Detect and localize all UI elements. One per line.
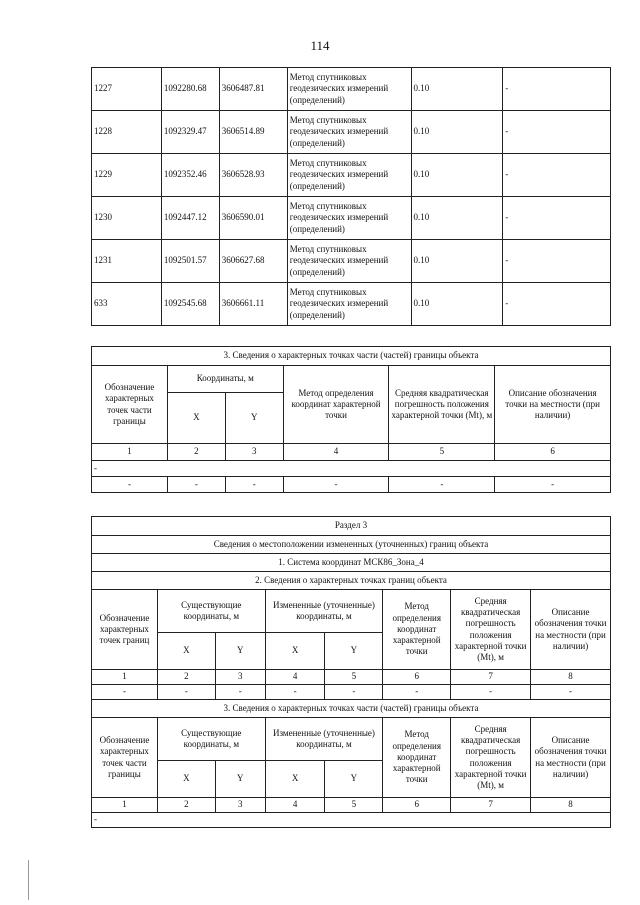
num-cell: 2 (157, 670, 215, 685)
dash-cell: - (215, 685, 265, 700)
method-cell: Метод спутниковых геодезических измерений (определений) (287, 197, 411, 240)
table-row (92, 240, 611, 283)
points-table (91, 67, 611, 326)
point-id: 1230 (92, 197, 162, 240)
table-row (92, 68, 611, 111)
description-cell: - (503, 68, 611, 111)
coord-y: 3606627.68 (219, 240, 287, 283)
header-y: Y (325, 761, 383, 798)
section3-subtitle: Сведения о местоположении измененных (уточненных) границ объекта (92, 536, 611, 554)
header-existing: Существующие координаты, м (157, 718, 265, 761)
description-cell: - (503, 283, 611, 326)
header-x: X (167, 393, 225, 444)
method-cell: Метод спутниковых геодезических измерений (определений) (287, 68, 411, 111)
dash-row-full: - (92, 813, 611, 828)
header-y: Y (225, 393, 283, 444)
table-row (92, 111, 611, 154)
header-designation: Обозначение характерных точек границ (92, 590, 158, 670)
num-cell: 5 (325, 798, 383, 813)
num-cell: 7 (451, 798, 531, 813)
num-cell: 3 (215, 670, 265, 685)
dash-row-full: - (92, 461, 611, 477)
table-row (92, 154, 611, 197)
boundary-points-title: 2. Сведения о характерных точках границ объекта (92, 572, 611, 590)
header-description: Описание обозначения точки на местности (при наличии) (531, 718, 611, 798)
coord-y: 3606528.93 (219, 154, 287, 197)
header-coords: Координаты, м (167, 366, 283, 393)
description-cell: - (503, 154, 611, 197)
coord-y: 3606661.11 (219, 283, 287, 326)
dash-cell: - (265, 685, 325, 700)
dash-cell: - (389, 477, 495, 493)
header-description: Описание обозначения точки на местности (при наличии) (531, 590, 611, 670)
header-description: Описание обозначения точки на местности (при наличии) (495, 366, 611, 444)
point-id: 1231 (92, 240, 162, 283)
header-accuracy: Средняя квадратическая погрешность положения характерной точки (Mt), м (451, 590, 531, 670)
num-cell: 5 (389, 444, 495, 461)
num-cell: 4 (265, 798, 325, 813)
coord-y: 3606514.89 (219, 111, 287, 154)
header-designation: Обозначение характерных точек части границы (92, 718, 158, 798)
method-cell: Метод спутниковых геодезических измерений (определений) (287, 283, 411, 326)
dash-cell: - (167, 477, 225, 493)
header-designation: Обозначение характерных точек части границы (92, 366, 168, 444)
header-x: X (157, 633, 215, 670)
header-x: X (157, 761, 215, 798)
page-number: 114 (310, 38, 330, 53)
parts-table-title: 3. Сведения о характерных точках части (частей) границы объекта (92, 347, 611, 366)
num-cell: 4 (265, 670, 325, 685)
num-cell: 1 (92, 444, 168, 461)
header-y: Y (215, 761, 265, 798)
dash-cell: - (283, 477, 389, 493)
table-row (92, 685, 611, 700)
num-cell: 1 (92, 798, 158, 813)
dash-cell: - (225, 477, 283, 493)
parts-table-1 (91, 346, 611, 493)
section3-table (91, 516, 611, 828)
dash-cell: - (531, 685, 611, 700)
dash-cell: - (451, 685, 531, 700)
table-row (92, 197, 611, 240)
point-id: 1227 (92, 68, 162, 111)
coordinate-system: 1. Система координат МСК86_Зона_4 (92, 554, 611, 572)
num-cell: 8 (531, 670, 611, 685)
dash-cell: - (495, 477, 611, 493)
dash-cell: - (92, 477, 168, 493)
header-y: Y (325, 633, 383, 670)
method-cell: Метод спутниковых геодезических измерений (определений) (287, 240, 411, 283)
header-existing: Существующие координаты, м (157, 590, 265, 633)
coord-x: 1092352.46 (161, 154, 219, 197)
dash-cell: - (325, 685, 383, 700)
dash-cell: - (157, 685, 215, 700)
description-cell: - (503, 197, 611, 240)
accuracy-cell: 0.10 (411, 197, 503, 240)
parts-title: 3. Сведения о характерных точках части (частей) границы объекта (92, 700, 611, 718)
coord-y: 3606487.81 (219, 68, 287, 111)
scan-artifact (28, 860, 29, 900)
num-cell: 7 (451, 670, 531, 685)
header-changed: Измененные (уточненные) координаты, м (265, 718, 383, 761)
dash-cell: - (383, 685, 451, 700)
num-cell: 2 (167, 444, 225, 461)
method-cell: Метод спутниковых геодезических измерений (определений) (287, 154, 411, 197)
num-cell: 6 (495, 444, 611, 461)
num-cell: 2 (157, 798, 215, 813)
num-cell: 6 (383, 798, 451, 813)
razdel-title: Раздел 3 (92, 517, 611, 536)
point-id: 1228 (92, 111, 162, 154)
header-method: Метод определения координат характерной точки (383, 718, 451, 798)
method-cell: Метод спутниковых геодезических измерений (определений) (287, 111, 411, 154)
num-cell: 6 (383, 670, 451, 685)
num-cell: 1 (92, 670, 158, 685)
point-id: 1229 (92, 154, 162, 197)
header-method: Метод определения координат характерной точки (283, 366, 389, 444)
accuracy-cell: 0.10 (411, 68, 503, 111)
header-y: Y (215, 633, 265, 670)
coord-x: 1092447.12 (161, 197, 219, 240)
num-cell: 3 (215, 798, 265, 813)
coord-x: 1092501.57 (161, 240, 219, 283)
num-cell: 3 (225, 444, 283, 461)
header-accuracy: Средняя квадратическая погрешность положения характерной точки (Mt), м (389, 366, 495, 444)
accuracy-cell: 0.10 (411, 111, 503, 154)
coord-y: 3606590.01 (219, 197, 287, 240)
dash-cell: - (92, 685, 158, 700)
num-cell: 5 (325, 670, 383, 685)
accuracy-cell: 0.10 (411, 240, 503, 283)
header-accuracy: Средняя квадратическая погрешность положения характерной точки (Mt), м (451, 718, 531, 798)
coord-x: 1092280.68 (161, 68, 219, 111)
table-row (92, 670, 611, 685)
header-changed: Измененные (уточненные) координаты, м (265, 590, 383, 633)
header-x: X (265, 761, 325, 798)
coord-x: 1092545.68 (161, 283, 219, 326)
num-cell: 4 (283, 444, 389, 461)
num-cell: 8 (531, 798, 611, 813)
header-method: Метод определения координат характерной точки (383, 590, 451, 670)
accuracy-cell: 0.10 (411, 154, 503, 197)
table-row (92, 798, 611, 813)
description-cell: - (503, 240, 611, 283)
table-row (92, 283, 611, 326)
accuracy-cell: 0.10 (411, 283, 503, 326)
description-cell: - (503, 111, 611, 154)
coord-x: 1092329.47 (161, 111, 219, 154)
point-id: 633 (92, 283, 162, 326)
header-x: X (265, 633, 325, 670)
